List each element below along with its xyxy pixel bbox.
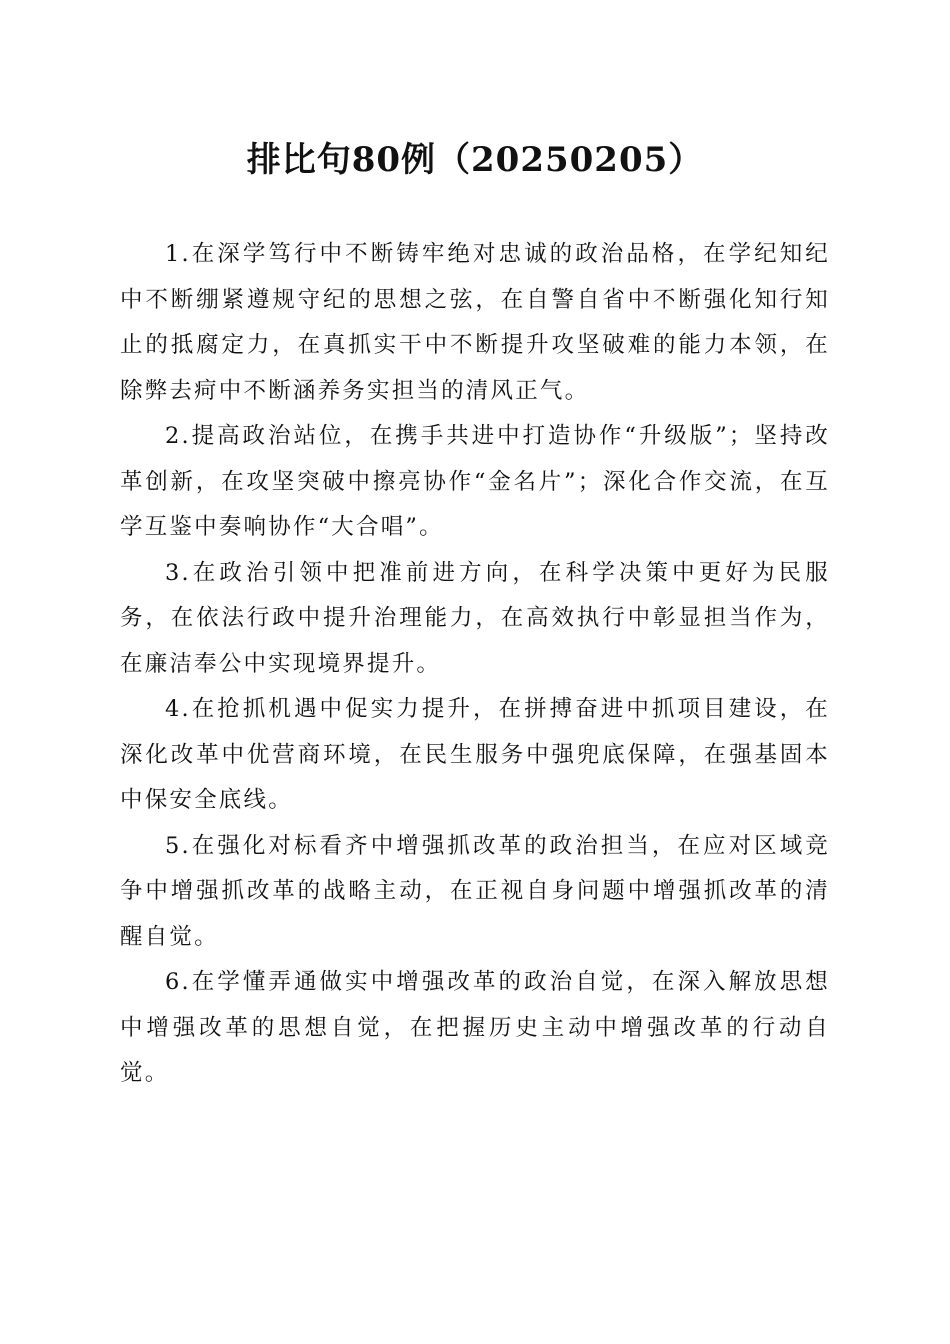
paragraph-6: 6.在学懂弄通做实中增强改革的政治自觉，在深入解放思想中增强改革的思想自觉，在把握历史主动中增强改革的行动自觉。: [120, 969, 830, 1086]
document-title: 排比句80例（20250205）: [246, 140, 704, 180]
document-body: [120, 232, 830, 1097]
paragraph-1: 1.在深学笃行中不断铸牢绝对忠诚的政治品格，在学纪知纪中不断绷紧遵规守纪的思想之弦，在自警自省中不断强化知行知止的抵腐定力，在真抓实干中不断提升攻坚破难的能力本领，在除弊去疴中不断涵养务实担当的清风正气。: [120, 241, 830, 404]
paragraph-4: 4.在抢抓机遇中促实力提升，在拼搏奋进中抓项目建设，在深化改革中优营商环境，在民生服务中强兜底保障，在强基固本中保安全底线。: [120, 696, 830, 813]
paragraph-5: 5.在强化对标看齐中增强抓改革的政治担当，在应对区域竞争中增强抓改革的战略主动，在正视自身问题中增强抓改革的清醒自觉。: [120, 832, 830, 950]
paragraph-2: 2.提高政治站位，在携手共进中打造协作“升级版”；坚持改革创新，在攻坚突破中擦亮协作“金名片”；深化合作交流，在互学互鉴中奏响协作“大合唱”。: [120, 423, 830, 540]
paragraph-3: 3.在政治引领中把准前进方向，在科学决策中更好为民服务，在依法行政中提升治理能力，在高效执行中彰显担当作为，在廉洁奉公中实现境界提升。: [120, 559, 830, 677]
